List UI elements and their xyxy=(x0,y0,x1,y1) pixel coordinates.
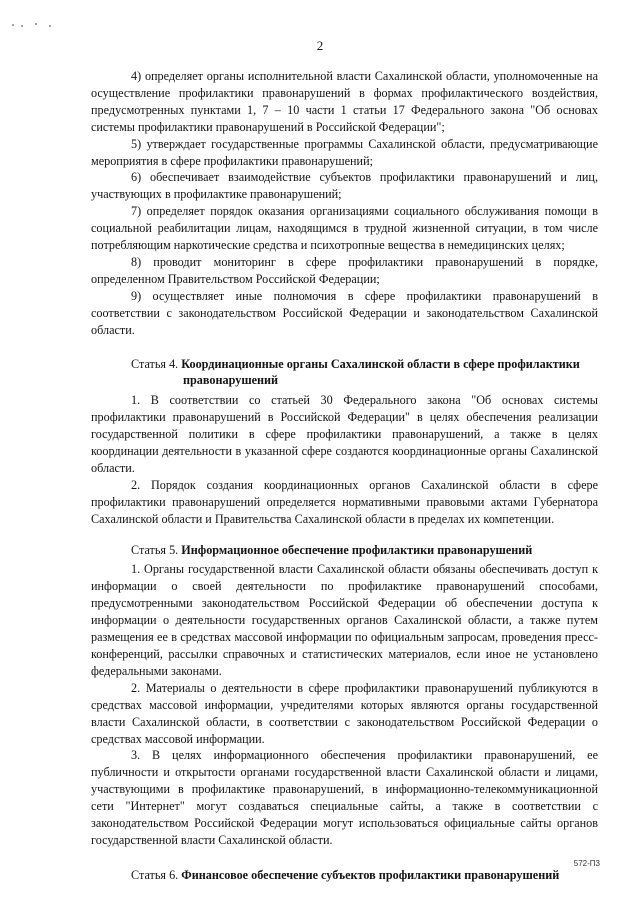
page-number: 2 xyxy=(316,38,324,53)
list-item-4: 4) определяет органы исполнительной власти Сахалинской области, уполномоченные на осуществление профилактики правонарушений в формах профилактического воздействия, предусмотренных пунктами 1, 7 – 10 части 1 статьи 17 Федерального закона "Об основах системы профилактики правонарушений в Российской Федерации"; xyxy=(91,69,598,134)
article-6-label: Статья 6. xyxy=(131,867,179,882)
article-6-heading xyxy=(91,867,598,884)
list-item-8: 8) проводит мониторинг в сфере профилактики правонарушений в порядке, определенном Правительством Российской Федерации; xyxy=(91,254,598,286)
document-body xyxy=(91,68,598,887)
list-item-7: 7) определяет порядок оказания организациями социального обслуживания помощи в социальной реабилитации лицам, находящимся в трудной жизненной ситуации, в том числе потребляющим наркотические средства и психотропные вещества в немедицинских целях; xyxy=(91,204,598,253)
list-item-5: 5) утверждает государственные программы Сахалинской области, предусматривающие мероприятия в сфере профилактики правонарушений; xyxy=(91,136,598,168)
article-4-title: Координационные органы Сахалинской области в сфере профилактики правонарушений xyxy=(181,356,580,388)
article-5-paragraph-3: 3. В целях информационного обеспечения профилактики правонарушений, ее публичности и открытости органами государственной власти Сахалинской области и лицами, участвующими в профилактике правонарушений, в информационно-телекоммуникационной сети "Интернет" могут создаваться специальные сайты, а также в соответствии с законодательством Российской Федерации могут использоваться официальные сайты органов государственной власти Сахалинской области. xyxy=(91,748,598,847)
article-4-paragraph-2: 2. Порядок создания координационных органов Сахалинской области в сфере профилактики правонарушений определяется нормативными правовыми актами Губернатора Сахалинской области и Правительства Сахалинской области в пределах их компетенции. xyxy=(91,477,598,526)
article-4-heading xyxy=(91,356,598,390)
article-6-title: Финансовое обеспечение субъектов профилактики правонарушений xyxy=(181,867,560,882)
article-4-paragraph-1: 1. В соответствии со статьей 30 Федерального закона "Об основах системы профилактики правонарушений в Российской Федерации" в целях обеспечения реализации государственной политики в сфере профилактики правонарушений, а также в целях координации деятельности в указанной сфере создаются координационные органы Сахалинской области. xyxy=(91,393,598,475)
article-5-title: Информационное обеспечение профилактики правонарушений xyxy=(181,542,533,557)
article-5-paragraph-2: 2. Материалы о деятельности в сфере профилактики правонарушений публикуются в средствах массовой информации, учредителями которых являются органы государственной власти Сахалинской области, в соответствии с законодательством Российской Федерации о средствах массовой информации. xyxy=(91,680,598,746)
document-code: 572-П3 xyxy=(573,859,600,868)
list-item-9: 9) осуществляет иные полномочия в сфере профилактики правонарушений в соответствии с законодательством Российской Федерации и законодательством Сахалинской области. xyxy=(91,288,598,337)
scan-artifact xyxy=(12,22,72,28)
list-item-6: 6) обеспечивает взаимодействие субъектов профилактики правонарушений и лиц, участвующих в профилактике правонарушений; xyxy=(91,170,598,202)
article-5-heading xyxy=(91,542,598,559)
article-5-paragraph-1: 1. Органы государственной власти Сахалинской области обязаны обеспечивать доступ к информации о своей деятельности по профилактике правонарушений способами, предусмотренными законодательством Российской Федерации об обеспечении доступа к информации о деятельности государственных органов Сахалинской области, а также путем размещения ее в средствах массовой информации по официальным запросам, проведения пресс-конференций, рассылки справочных и статистических материалов, если иное не установлено федеральными законами. xyxy=(91,562,598,678)
article-5-label: Статья 5. xyxy=(131,542,179,557)
article-4-label: Статья 4. xyxy=(131,356,179,371)
